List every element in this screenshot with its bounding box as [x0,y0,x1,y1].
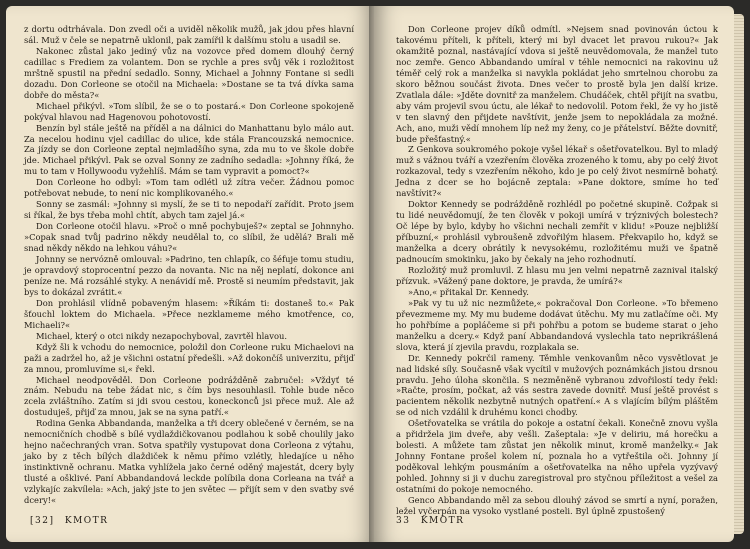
paragraph: Don Corleone projev díků odmítl. »Nejsem snad povinován úctou k takovému příteli, k příteli, který mi byl dvacet let pravou rukou?« Jak okamžitě poznal, nastávající vdova si ještě neuvědomovala, že manžel tuto noc zemře. Genco Abbandando umíral v téhle nemocnici na rakovinu už téměř celý rok a manželka si navykla pokládat jeho smrtelnou chorobu za skoro běžnou součást života. Dnes večer to prostě byla jen další krize. Zvatlala dále: »Jděte dovnitř za manželem. Chudáček, chtěl přijít na svatbu, aby vám projevil svou úctu, ale lékař to nedovolil. Potom řekl, že vy ho jistě v ten slavný den přijdete navštívit, jenže jsem to nepokládala za možné. Ach, ano, muži vědí mnohem líp než my ženy, co je přátelství. Běžte dovnitř, bude přešťastný.« [396,24,718,144]
paragraph: Rozložitý muž promluvil. Z hlasu mu jen velmi nepatrně zaznival italský přízvuk. »Vážený pane doktore, je pravda, že umírá?« [396,264,718,286]
right-page-footer [396,516,464,526]
right-page [374,6,734,542]
paragraph: Michael neodpověděl. Don Corleone podrážděně zabručel: »Vždyť té znám. Nebudu na tebe žádat nic, s čím bys nesouhlasil. Tohle bude něco zcela zvláštního. Zatím si jdi svou cestou, koneckonců jsi přece muž. Ale až dostuduješ, přijď za mnou, jak se na syna patří.« [24,374,354,418]
paragraph: Sonny se zasmál: »Johnny si myslí, že se ti to nepodaří zařídit. Proto jsem si říkal, že bys třeba mohl chtít, abych tam zajel já.« [24,199,354,221]
paragraph: Dr. Kennedy pokrčil rameny. Těmhle venkovanům něco vysvětlovat je nad lidské síly. Současně však vycítil v mužových poznámkách jistou drsnou pravdu. Jeho úloha skončila. S nezměněně vybranou zdvořilostí tedy řekl: »Račte, prosím, počkat, až vás sestra zavede dovnitř. Musí ještě provést s pacientem několik nezbytně nutných opatření.« A s vlajícím bílým pláštěm se od nich vzdálil k druhému konci chodby. [396,352,718,418]
paragraph: Don prohlásil vlídně pobaveným hlasem: »Říkám ti: dostaneš to.« Pak šťouchl loktem do Michaela. »Přece nezklameme mého kmotřence, co, Michaeli?« [24,297,354,330]
page-edges [734,14,744,534]
paragraph: Ošetřovatelka se vrátila do pokoje a ostatní čekali. Konečně znovu vyšla a přidržela jim dveře, aby vešli. Zašeptala: »Je v deliriu, má horečku a bolesti. A můžete tam zůstat jen několik minut, kromě manželky.« Jak Johnny Fontane prošel kolem ní, poznala ho a vytřeštila oči. Johnny jí poděkoval lehkým pousmáním a ošetřovatelka na něho upřela vyzývavý pohled. Johnny si ji v duchu zaregistroval pro styčnou příležitost a vešel za ostatními do pokoje nemocného. [396,418,718,495]
paragraph: Když šli k vchodu do nemocnice, položil don Corleone ruku Michaelovi na paži a zadržel ho, až je všichni ostatní předešli. »Až dokončíš univerzitu, přijď za mnou, promluvíme si,« řekl. [24,341,354,374]
paragraph: »Ano,« přitakal Dr. Kennedy. [408,286,529,297]
paragraph: Benzín byl stále ještě na příděl a na dálnici do Manhattanu bylo málo aut. Za necelou hodinu vjel cadillac do ulice, kde stála Francouzská nemocnice. Za jízdy se don Corleone zeptal nejmladšího syna, zda mu to ve škole dobře jde. Michael přikývl. Pak se ozval Sonny ze zadního sedadla: »Johnny říká, že mu to tam v Hollywoodu vyžehlíš. Mám se tam vypravit a pomoct?« [24,122,354,177]
paragraph: z dortu odtrhávala. Don zvedl oči a uviděl několik mužů, jak jdou přes hlavní sál. Muž v čele se nepatrně uklonil, pak zamířil k dalšímu stolu a usadil se. [24,24,354,45]
left-page [6,6,374,542]
paragraph: Michael, který o otci nikdy nezapochyboval, zavrtěl hlavou. [36,330,287,341]
page-number: 33 [396,516,411,526]
paragraph: Z Genkova soukromého pokoje vyšel lékař s ošetřovatelkou. Byl to mladý muž s vážnou tváří a vzezřením člověka zrozeného k tomu, aby po celý život rozkazoval, tedy s vzezřením někoho, kdo je po celý život nesmírně bohatý. Jedna z dcer se ho bojácně zeptala: »Pane doktore, smíme ho teď navštívit?« [396,144,718,199]
paragraph: Don Corleone ho odbyl: »Tom tam odlétl už zítra večer. Žádnou pomoc potřebovat nebude, to není nic komplikovaného.« [24,177,354,199]
paragraph: Doktor Kennedy se podrážděně rozhlédl po početné skupině. Cožpak si tu lidé neuvědomují, že ten člověk v pokoji umírá v trýznivých bolestech? Oč lépe by bylo, kdyby ho všichni nechali zemřít v klidu! »Pouze nejbližší příbuzní,« prohlásil vybroušeně zdvořilým hlasem. Překvapilo ho, když se manželka a dcery obrátily k nevysokému, rozložitému muži ve špatně padnoucím smokinku, jako by čekaly na jeho rozhodnutí. [396,199,718,265]
paragraph: Johnny se nervózně omlouval: »Padrino, ten chlapík, co šéfuje tomu studiu, je opravdový stoprocentní pezzo da novanta. Nic na něj neplatí, dokonce ani peníze ne. Má rozsáhlé styky. A nenávidí mě. Prostě si neumím představit, jak bys to dokázal zvrátit.« [24,254,354,297]
right-page-text [396,24,718,517]
paragraph: Michael přikývl. »Tom slíbil, že se o to postará.« Don Corleone spokojeně pokýval hlavou nad Hagenovou pohotovostí. [24,100,354,122]
paragraph: Nakonec zůstal jako jediný vůz na vozovce před domem dlouhý černý cadillac s Frediem za volantem. Don se rychle a pres svůj věk i rozložitost mrštně spustil na přední sedadlo. Sonny, Michael a Johnny Fontane si sedli dozadu. Don Corleone se otočil na Michaela: »Dostane se ta tvá dívka sama dobře do města?« [24,45,354,100]
paragraph: Don Corleone otočil hlavu. »Proč o mně pochybuješ?« zeptal se Johnnyho. »Copak snad tvůj padrino někdy neudělal to, co slíbil, že udělá? Brali mě snad někdy někdo na lehkou váhu?« [24,221,354,254]
running-title: KMOTR [64,516,109,526]
running-title: KMOTR [420,516,465,526]
paragraph: Rodina Genka Abbandanda, manželka a tři dcery oblečené v černém, se na nemocničních chodbě s bílé vydlaždičkovanou podlahou k sobě choulily jako hejno načechraných vran. Sotva spatřily vystupovat dona Corleona z výtahu, jako by z těch bílých dlaždiček k němu přímo vzlétly, hledajíce u něho instinktivně ochranu. Matka vyhlížela jako černé oděný majestát, dcery byly tlusté a ošklivé. Paní Abbandandová leckde políbila dona Corleana na tvář a vzlykajíc zakvílela: »Ach, jaký jste to jen světec — přijít sem v den svatby své dcery!« [24,418,354,505]
paragraph: Genco Abbandando měl za sebou dlouhý závod se smrtí a nyní, poražen, ležel vyčerpán na vysoko vystlané posteli. Byl úplně zpustošený [396,494,718,516]
left-page-footer [30,516,108,526]
page-number: [32] [30,516,55,526]
paragraph: »Pak vy tu už nic nezmůžete,« pokračoval Don Corleone. »To břemeno převezmeme my. My mu budeme dodávat útěchu. My mu zatlačíme oči. My ho pohřbíme a popláčeme si při pohřbu a potom se budeme starat o jeho manželku a dcery.« Když paní Abbandandová vyslechla tato neprikrášlená slova, která jí zjevila pravdu, rozplakala se. [396,297,718,352]
left-page-text [24,24,354,506]
